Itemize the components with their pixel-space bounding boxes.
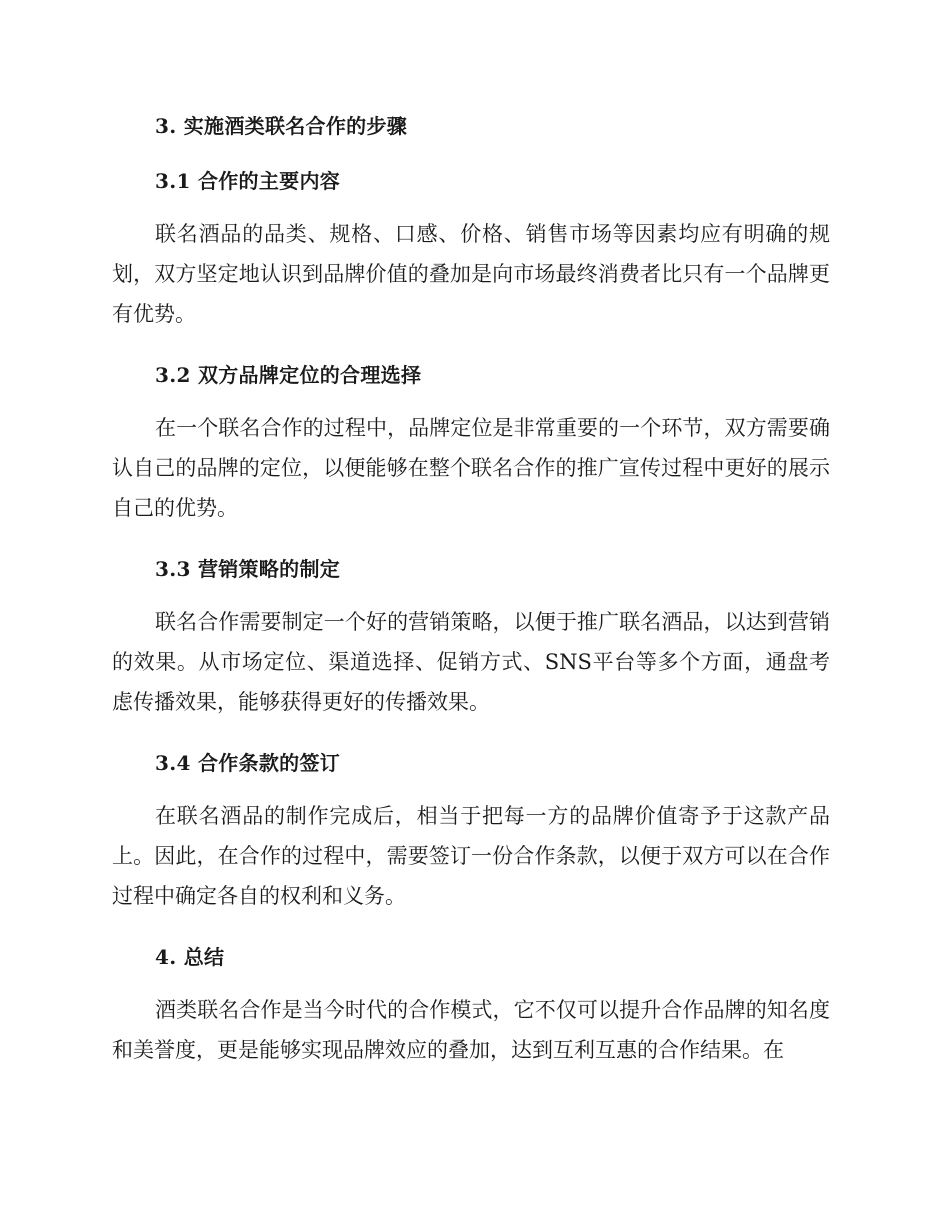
section-heading-4: 4. 总结 bbox=[155, 945, 225, 969]
section-paragraph-4: 酒类联名合作是当今时代的合作模式，它不仅可以提升合作品牌的知名度和美誉度，更是能够实现品牌效应的叠加，达到互利互惠的合作结果。在 bbox=[112, 998, 830, 1062]
section-heading-3-2: 3.2 双方品牌定位的合理选择 bbox=[155, 363, 422, 387]
section-paragraph-3-2: 在一个联名合作的过程中，品牌定位是非常重要的一个环节，双方需要确认自己的品牌的定位，以便能够在整个联名合作的推广宣传过程中更好的展示自己的优势。 bbox=[112, 416, 830, 520]
section-paragraph-3-1: 联名酒品的品类、规格、口感、价格、销售市场等因素均应有明确的规划，双方坚定地认识到品牌价值的叠加是向市场最终消费者比只有一个品牌更有优势。 bbox=[112, 222, 830, 326]
section-heading-3-4: 3.4 合作条款的签订 bbox=[155, 751, 341, 775]
section-heading-3-3: 3.3 营销策略的制定 bbox=[155, 557, 341, 581]
section-heading-3-1: 3.1 合作的主要内容 bbox=[155, 169, 341, 193]
section-paragraph-3-3: 联名合作需要制定一个好的营销策略，以便于推广联名酒品，以达到营销的效果。从市场定位、渠道选择、促销方式、SNS平台等多个方面，通盘考虑传播效果，能够获得更好的传播效果。 bbox=[112, 610, 830, 714]
section-heading-3: 3. 实施酒类联名合作的步骤 bbox=[155, 114, 408, 138]
section-paragraph-3-4: 在联名酒品的制作完成后，相当于把每一方的品牌价值寄予于这款产品上。因此，在合作的过程中，需要签订一份合作条款，以便于双方可以在合作过程中确定各自的权利和义务。 bbox=[112, 804, 830, 908]
